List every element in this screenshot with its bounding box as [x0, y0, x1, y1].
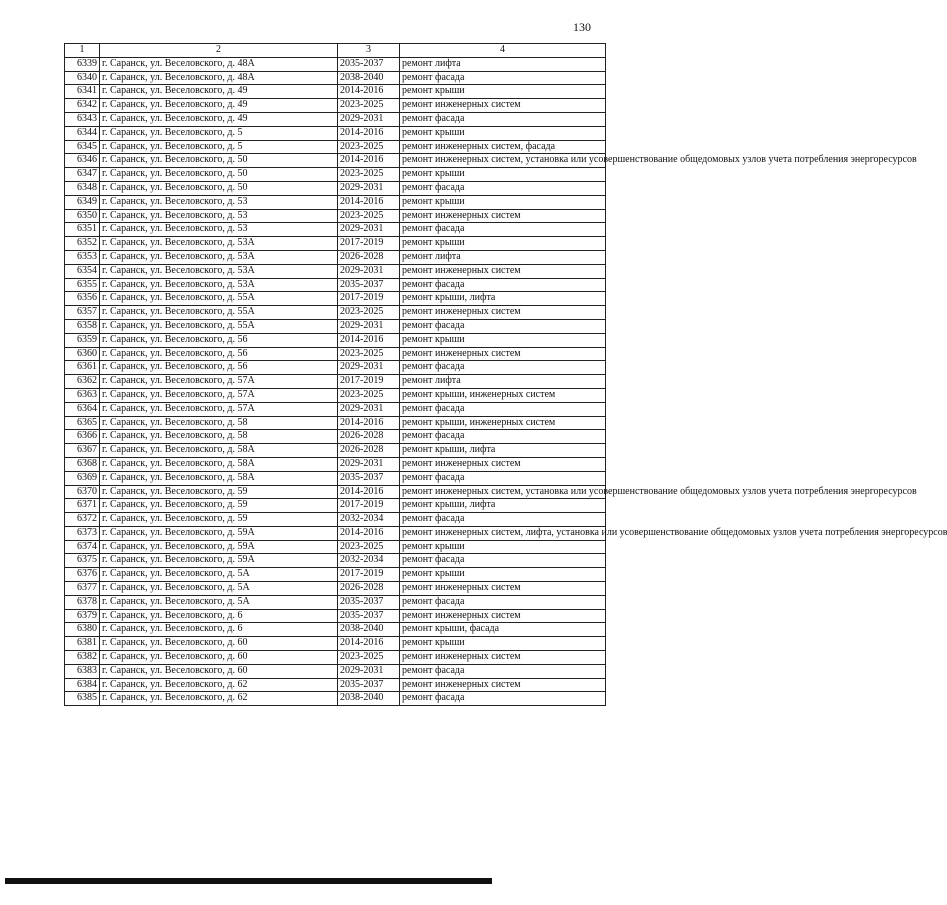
- table-row: [65, 595, 606, 609]
- table-row: [65, 347, 606, 361]
- row-work-type: ремонт инженерных систем: [400, 306, 606, 320]
- row-period: 2017-2019: [338, 568, 400, 582]
- row-work-type: ремонт инженерных систем, лифта, установка или усовершенствование общедомовых узлов учета потребления энергоресурсов: [400, 526, 606, 540]
- row-number: 6373: [65, 526, 100, 540]
- row-period: 2029-2031: [338, 223, 400, 237]
- table-row: [65, 140, 606, 154]
- table-row: [65, 540, 606, 554]
- row-address: г. Саранск, ул. Веселовского, д. 59А: [100, 554, 338, 568]
- row-work-type: ремонт крыши, лифта: [400, 292, 606, 306]
- row-period: 2014-2016: [338, 526, 400, 540]
- row-number: 6382: [65, 651, 100, 665]
- scan-edge-bar: [5, 878, 492, 884]
- row-number: 6366: [65, 430, 100, 444]
- row-number: 6370: [65, 485, 100, 499]
- table-row: [65, 292, 606, 306]
- table-row: [65, 402, 606, 416]
- row-period: 2032-2034: [338, 554, 400, 568]
- row-address: г. Саранск, ул. Веселовского, д. 5А: [100, 582, 338, 596]
- row-number: 6364: [65, 402, 100, 416]
- row-number: 6381: [65, 637, 100, 651]
- row-period: 2029-2031: [338, 457, 400, 471]
- table-row: [65, 651, 606, 665]
- row-work-type: ремонт крыши: [400, 333, 606, 347]
- row-address: г. Саранск, ул. Веселовского, д. 56: [100, 361, 338, 375]
- table-row: [65, 57, 606, 71]
- row-address: г. Саранск, ул. Веселовского, д. 53А: [100, 250, 338, 264]
- row-period: 2026-2028: [338, 430, 400, 444]
- row-period: 2023-2025: [338, 99, 400, 113]
- table-row: [65, 154, 606, 168]
- row-address: г. Саранск, ул. Веселовского, д. 53: [100, 223, 338, 237]
- table-row: [65, 319, 606, 333]
- table-row: [65, 444, 606, 458]
- row-number: 6377: [65, 582, 100, 596]
- table-row: [65, 126, 606, 140]
- row-number: 6360: [65, 347, 100, 361]
- row-work-type: ремонт крыши, инженерных систем: [400, 388, 606, 402]
- row-work-type: ремонт крыши: [400, 637, 606, 651]
- row-period: 2023-2025: [338, 140, 400, 154]
- row-period: 2023-2025: [338, 388, 400, 402]
- row-period: 2026-2028: [338, 444, 400, 458]
- row-period: 2023-2025: [338, 651, 400, 665]
- row-number: 6383: [65, 664, 100, 678]
- row-work-type: ремонт крыши: [400, 540, 606, 554]
- row-work-type: ремонт фасада: [400, 71, 606, 85]
- row-period: 2014-2016: [338, 195, 400, 209]
- row-work-type: ремонт лифта: [400, 250, 606, 264]
- row-work-type: ремонт крыши: [400, 237, 606, 251]
- table-row: [65, 181, 606, 195]
- table-row: [65, 195, 606, 209]
- row-number: 6384: [65, 678, 100, 692]
- row-address: г. Саранск, ул. Веселовского, д. 62: [100, 692, 338, 706]
- row-period: 2023-2025: [338, 209, 400, 223]
- table-row: [65, 430, 606, 444]
- row-address: г. Саранск, ул. Веселовского, д. 53А: [100, 278, 338, 292]
- row-work-type: ремонт крыши, лифта: [400, 499, 606, 513]
- row-number: 6367: [65, 444, 100, 458]
- table-row: [65, 678, 606, 692]
- row-work-type: ремонт крыши: [400, 195, 606, 209]
- row-address: г. Саранск, ул. Веселовского, д. 5: [100, 140, 338, 154]
- row-work-type: ремонт инженерных систем: [400, 264, 606, 278]
- row-number: 6385: [65, 692, 100, 706]
- row-address: г. Саранск, ул. Веселовского, д. 53А: [100, 264, 338, 278]
- row-period: 2017-2019: [338, 375, 400, 389]
- row-number: 6378: [65, 595, 100, 609]
- row-period: 2017-2019: [338, 292, 400, 306]
- row-period: 2029-2031: [338, 361, 400, 375]
- row-period: 2032-2034: [338, 513, 400, 527]
- table-row: [65, 623, 606, 637]
- repair-schedule-table: [64, 43, 947, 706]
- table-row: [65, 333, 606, 347]
- row-number: 6347: [65, 168, 100, 182]
- row-work-type: ремонт фасада: [400, 402, 606, 416]
- row-work-type: ремонт инженерных систем: [400, 651, 606, 665]
- row-period: 2029-2031: [338, 264, 400, 278]
- row-period: 2023-2025: [338, 540, 400, 554]
- row-address: г. Саранск, ул. Веселовского, д. 6: [100, 609, 338, 623]
- row-number: 6359: [65, 333, 100, 347]
- row-work-type: ремонт инженерных систем: [400, 609, 606, 623]
- row-address: г. Саранск, ул. Веселовского, д. 5: [100, 126, 338, 140]
- row-work-type: ремонт крыши: [400, 126, 606, 140]
- row-address: г. Саранск, ул. Веселовского, д. 53: [100, 209, 338, 223]
- row-period: 2035-2037: [338, 278, 400, 292]
- row-work-type: ремонт лифта: [400, 375, 606, 389]
- row-work-type: ремонт фасада: [400, 319, 606, 333]
- row-number: 6350: [65, 209, 100, 223]
- row-number: 6352: [65, 237, 100, 251]
- row-number: 6357: [65, 306, 100, 320]
- row-address: г. Саранск, ул. Веселовского, д. 49: [100, 112, 338, 126]
- table-row: [65, 416, 606, 430]
- row-number: 6363: [65, 388, 100, 402]
- row-period: 2029-2031: [338, 664, 400, 678]
- row-address: г. Саранск, ул. Веселовского, д. 58А: [100, 444, 338, 458]
- row-number: 6376: [65, 568, 100, 582]
- row-address: г. Саранск, ул. Веселовского, д. 60: [100, 637, 338, 651]
- table-row: [65, 485, 606, 499]
- header-row: [65, 44, 606, 58]
- row-number: 6374: [65, 540, 100, 554]
- table-row: [65, 71, 606, 85]
- row-address: г. Саранск, ул. Веселовского, д. 55А: [100, 306, 338, 320]
- row-address: г. Саранск, ул. Веселовского, д. 5А: [100, 595, 338, 609]
- row-work-type: ремонт фасада: [400, 223, 606, 237]
- page-number: 130: [573, 20, 591, 34]
- row-period: 2035-2037: [338, 57, 400, 71]
- row-address: г. Саранск, ул. Веселовского, д. 56: [100, 347, 338, 361]
- row-number: 6351: [65, 223, 100, 237]
- table-row: [65, 513, 606, 527]
- row-work-type: ремонт фасада: [400, 361, 606, 375]
- row-number: 6372: [65, 513, 100, 527]
- row-period: 2035-2037: [338, 471, 400, 485]
- row-work-type: ремонт крыши: [400, 568, 606, 582]
- row-address: г. Саранск, ул. Веселовского, д. 50: [100, 154, 338, 168]
- row-period: 2014-2016: [338, 333, 400, 347]
- row-address: г. Саранск, ул. Веселовского, д. 62: [100, 678, 338, 692]
- table-body: [65, 57, 947, 705]
- row-address: г. Саранск, ул. Веселовского, д. 60: [100, 651, 338, 665]
- row-work-type: ремонт инженерных систем, установка или усовершенствование общедомовых узлов учета потребления энергоресурсов: [400, 485, 606, 499]
- row-period: 2038-2040: [338, 623, 400, 637]
- row-work-type: ремонт инженерных систем: [400, 209, 606, 223]
- row-work-type: ремонт фасада: [400, 181, 606, 195]
- row-number: 6339: [65, 57, 100, 71]
- row-period: 2026-2028: [338, 250, 400, 264]
- row-period: 2035-2037: [338, 595, 400, 609]
- row-period: 2035-2037: [338, 678, 400, 692]
- row-work-type: ремонт крыши, лифта: [400, 444, 606, 458]
- row-address: г. Саранск, ул. Веселовского, д. 58: [100, 416, 338, 430]
- row-work-type: ремонт фасада: [400, 595, 606, 609]
- row-period: 2029-2031: [338, 181, 400, 195]
- row-work-type: ремонт крыши, фасада: [400, 623, 606, 637]
- table-row: [65, 457, 606, 471]
- table-row: [65, 609, 606, 623]
- row-address: г. Саранск, ул. Веселовского, д. 57А: [100, 402, 338, 416]
- row-work-type: ремонт инженерных систем, фасада: [400, 140, 606, 154]
- table-row: [65, 361, 606, 375]
- row-period: 2038-2040: [338, 71, 400, 85]
- table-row: [65, 692, 606, 706]
- column-header-period: 3: [338, 44, 400, 58]
- row-work-type: ремонт крыши, инженерных систем: [400, 416, 606, 430]
- row-address: г. Саранск, ул. Веселовского, д. 48А: [100, 57, 338, 71]
- row-work-type: ремонт инженерных систем: [400, 678, 606, 692]
- row-number: 6361: [65, 361, 100, 375]
- row-number: 6354: [65, 264, 100, 278]
- table-row: [65, 306, 606, 320]
- table-row: [65, 637, 606, 651]
- row-number: 6340: [65, 71, 100, 85]
- row-number: 6369: [65, 471, 100, 485]
- table-row: [65, 582, 606, 596]
- table-row: [65, 278, 606, 292]
- row-address: г. Саранск, ул. Веселовского, д. 6: [100, 623, 338, 637]
- table-row: [65, 264, 606, 278]
- row-address: г. Саранск, ул. Веселовского, д. 48А: [100, 71, 338, 85]
- row-address: г. Саранск, ул. Веселовского, д. 60: [100, 664, 338, 678]
- row-number: 6346: [65, 154, 100, 168]
- row-period: 2029-2031: [338, 402, 400, 416]
- row-address: г. Саранск, ул. Веселовского, д. 58А: [100, 457, 338, 471]
- table-row: [65, 554, 606, 568]
- table-row: [65, 112, 606, 126]
- row-number: 6341: [65, 85, 100, 99]
- row-work-type: ремонт фасада: [400, 471, 606, 485]
- row-work-type: ремонт крыши: [400, 168, 606, 182]
- row-work-type: ремонт фасада: [400, 692, 606, 706]
- row-number: 6375: [65, 554, 100, 568]
- row-address: г. Саранск, ул. Веселовского, д. 59: [100, 513, 338, 527]
- row-number: 6380: [65, 623, 100, 637]
- row-number: 6358: [65, 319, 100, 333]
- row-work-type: ремонт инженерных систем: [400, 347, 606, 361]
- row-period: 2023-2025: [338, 306, 400, 320]
- table-row: [65, 209, 606, 223]
- row-address: г. Саранск, ул. Веселовского, д. 50: [100, 168, 338, 182]
- row-address: г. Саранск, ул. Веселовского, д. 49: [100, 99, 338, 113]
- row-period: 2017-2019: [338, 499, 400, 513]
- row-number: 6371: [65, 499, 100, 513]
- row-period: 2017-2019: [338, 237, 400, 251]
- row-work-type: ремонт фасада: [400, 430, 606, 444]
- table-row: [65, 375, 606, 389]
- row-work-type: ремонт инженерных систем: [400, 99, 606, 113]
- row-number: 6362: [65, 375, 100, 389]
- row-address: г. Саранск, ул. Веселовского, д. 53: [100, 195, 338, 209]
- table-row: [65, 664, 606, 678]
- column-header-work: 4: [400, 44, 606, 58]
- row-period: 2029-2031: [338, 112, 400, 126]
- table-row: [65, 168, 606, 182]
- table-row: [65, 388, 606, 402]
- table-row: [65, 499, 606, 513]
- table-row: [65, 568, 606, 582]
- column-header-number: 1: [65, 44, 100, 58]
- row-address: г. Саранск, ул. Веселовского, д. 59А: [100, 526, 338, 540]
- row-number: 6365: [65, 416, 100, 430]
- row-period: 2023-2025: [338, 347, 400, 361]
- row-number: 6368: [65, 457, 100, 471]
- row-address: г. Саранск, ул. Веселовского, д. 49: [100, 85, 338, 99]
- row-address: г. Саранск, ул. Веселовского, д. 59: [100, 499, 338, 513]
- row-period: 2014-2016: [338, 126, 400, 140]
- row-number: 6345: [65, 140, 100, 154]
- row-period: 2038-2040: [338, 692, 400, 706]
- table-row: [65, 85, 606, 99]
- row-period: 2026-2028: [338, 582, 400, 596]
- row-work-type: ремонт инженерных систем, установка или усовершенствование общедомовых узлов учета потребления энергоресурсов: [400, 154, 606, 168]
- table-row: [65, 223, 606, 237]
- column-header-address: 2: [100, 44, 338, 58]
- row-address: г. Саранск, ул. Веселовского, д. 50: [100, 181, 338, 195]
- table-row: [65, 237, 606, 251]
- row-address: г. Саранск, ул. Веселовского, д. 53А: [100, 237, 338, 251]
- row-number: 6379: [65, 609, 100, 623]
- row-period: 2014-2016: [338, 416, 400, 430]
- row-work-type: ремонт фасада: [400, 112, 606, 126]
- row-number: 6344: [65, 126, 100, 140]
- table-row: [65, 471, 606, 485]
- table-row: [65, 99, 606, 113]
- row-number: 6343: [65, 112, 100, 126]
- row-period: 2014-2016: [338, 154, 400, 168]
- row-work-type: ремонт крыши: [400, 85, 606, 99]
- row-work-type: ремонт фасада: [400, 554, 606, 568]
- row-work-type: ремонт фасада: [400, 513, 606, 527]
- row-address: г. Саранск, ул. Веселовского, д. 5А: [100, 568, 338, 582]
- row-number: 6356: [65, 292, 100, 306]
- row-work-type: ремонт инженерных систем: [400, 582, 606, 596]
- row-number: 6342: [65, 99, 100, 113]
- row-address: г. Саранск, ул. Веселовского, д. 59А: [100, 540, 338, 554]
- row-address: г. Саранск, ул. Веселовского, д. 58А: [100, 471, 338, 485]
- row-work-type: ремонт инженерных систем: [400, 457, 606, 471]
- row-period: 2014-2016: [338, 85, 400, 99]
- row-period: 2023-2025: [338, 168, 400, 182]
- row-number: 6349: [65, 195, 100, 209]
- row-work-type: ремонт фасада: [400, 664, 606, 678]
- table-row: [65, 526, 606, 540]
- row-address: г. Саранск, ул. Веселовского, д. 57А: [100, 375, 338, 389]
- table-row: [65, 250, 606, 264]
- row-work-type: ремонт фасада: [400, 278, 606, 292]
- row-number: 6353: [65, 250, 100, 264]
- row-work-type: ремонт лифта: [400, 57, 606, 71]
- row-address: г. Саранск, ул. Веселовского, д. 59: [100, 485, 338, 499]
- row-period: 2014-2016: [338, 637, 400, 651]
- row-period: 2014-2016: [338, 485, 400, 499]
- row-period: 2035-2037: [338, 609, 400, 623]
- row-address: г. Саранск, ул. Веселовского, д. 55А: [100, 292, 338, 306]
- row-address: г. Саранск, ул. Веселовского, д. 57А: [100, 388, 338, 402]
- row-address: г. Саранск, ул. Веселовского, д. 58: [100, 430, 338, 444]
- row-address: г. Саранск, ул. Веселовского, д. 56: [100, 333, 338, 347]
- row-period: 2029-2031: [338, 319, 400, 333]
- row-number: 6348: [65, 181, 100, 195]
- row-number: 6355: [65, 278, 100, 292]
- row-address: г. Саранск, ул. Веселовского, д. 55А: [100, 319, 338, 333]
